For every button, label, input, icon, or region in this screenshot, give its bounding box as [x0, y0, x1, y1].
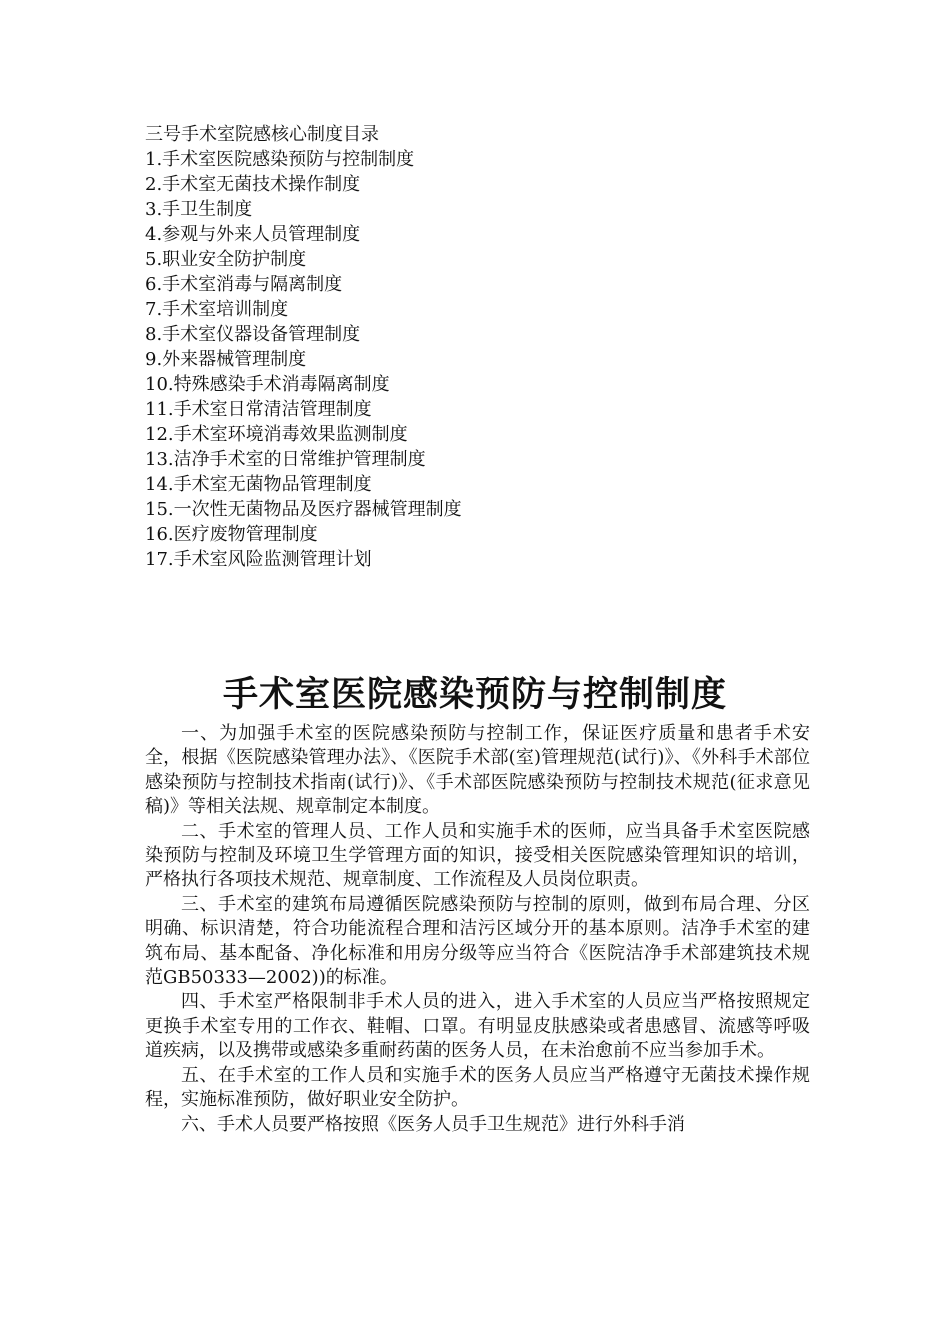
toc-item: 14.手术室无菌物品管理制度 — [145, 474, 372, 495]
toc-item: 10.特殊感染手术消毒隔离制度 — [145, 374, 390, 395]
toc-item: 8.手术室仪器设备管理制度 — [145, 324, 361, 345]
toc-item: 7.手术室培训制度 — [145, 299, 289, 320]
paragraph-6: 六、手术人员要严格按照《医务人员手卫生规范》进行外科手消 — [181, 1113, 685, 1135]
toc-item: 2.手术室无菌技术操作制度 — [145, 174, 361, 195]
toc-item: 4.参观与外来人员管理制度 — [145, 224, 361, 245]
paragraph-3: 三、手术室的建筑布局遵循医院感染预防与控制的原则，做到布局合理、分区明确、标识清楚，符合功能流程合理和洁污区域分开的基本原则。洁净手术室的建筑布局、基本配备、净化标准和用房分级等应当符合《医院洁净手术部建筑技术规范GB50333—2002))的标准。 — [145, 893, 810, 989]
toc-item: 6.手术室消毒与隔离制度 — [145, 274, 343, 295]
toc-item: 12.手术室环境消毒效果监测制度 — [145, 424, 408, 445]
toc-item: 9.外来器械管理制度 — [145, 349, 307, 370]
document-title: 手术室医院感染预防与控制制度 — [222, 674, 727, 715]
toc-item: 3.手卫生制度 — [145, 199, 253, 220]
table-of-contents — [145, 122, 825, 572]
paragraph-2: 二、手术室的管理人员、工作人员和实施手术的医师，应当具备手术室医院感染预防与控制及环境卫生学管理方面的知识，接受相关医院感染管理知识的培训，严格执行各项技术规范、规章制度、工作流程及人员岗位职责。 — [145, 820, 810, 891]
paragraph-4: 四、手术室严格限制非手术人员的进入，进入手术室的人员应当严格按照规定更换手术室专用的工作衣、鞋帽、口罩。有明显皮肤感染或者患感冒、流感等呼吸道疾病，以及携带或感染多重耐药菌的医务人员，在未治愈前不应当参加手术。 — [145, 991, 810, 1062]
toc-item: 11.手术室日常清洁管理制度 — [145, 399, 372, 420]
toc-item: 13.洁净手术室的日常维护管理制度 — [145, 449, 426, 470]
toc-item: 17.手术室风险监测管理计划 — [145, 549, 372, 570]
toc-item: 16.医疗废物管理制度 — [145, 524, 318, 545]
toc-title: 三号手术室院感核心制度目录 — [145, 124, 379, 145]
paragraph-5: 五、在手术室的工作人员和实施手术的医务人员应当严格遵守无菌技术操作规程，实施标准预防，做好职业安全防护。 — [145, 1064, 810, 1111]
paragraph-1: 一、为加强手术室的医院感染预防与控制工作，保证医疗质量和患者手术安全，根据《医院感染管理办法》、《医院手术部(室)管理规范(试行)》、《外科手术部位感染预防与控制技术指南(试行)》、《手术部医院感染预防与控制技术规范(征求意见稿)》等相关法规、规章制定本制度。 — [145, 723, 810, 818]
toc-item: 15.一次性无菌物品及医疗器械管理制度 — [145, 499, 462, 520]
toc-list — [145, 147, 825, 572]
document-body — [145, 722, 810, 1137]
toc-item: 5.职业安全防护制度 — [145, 249, 307, 270]
toc-item: 1.手术室医院感染预防与控制制度 — [145, 149, 415, 170]
